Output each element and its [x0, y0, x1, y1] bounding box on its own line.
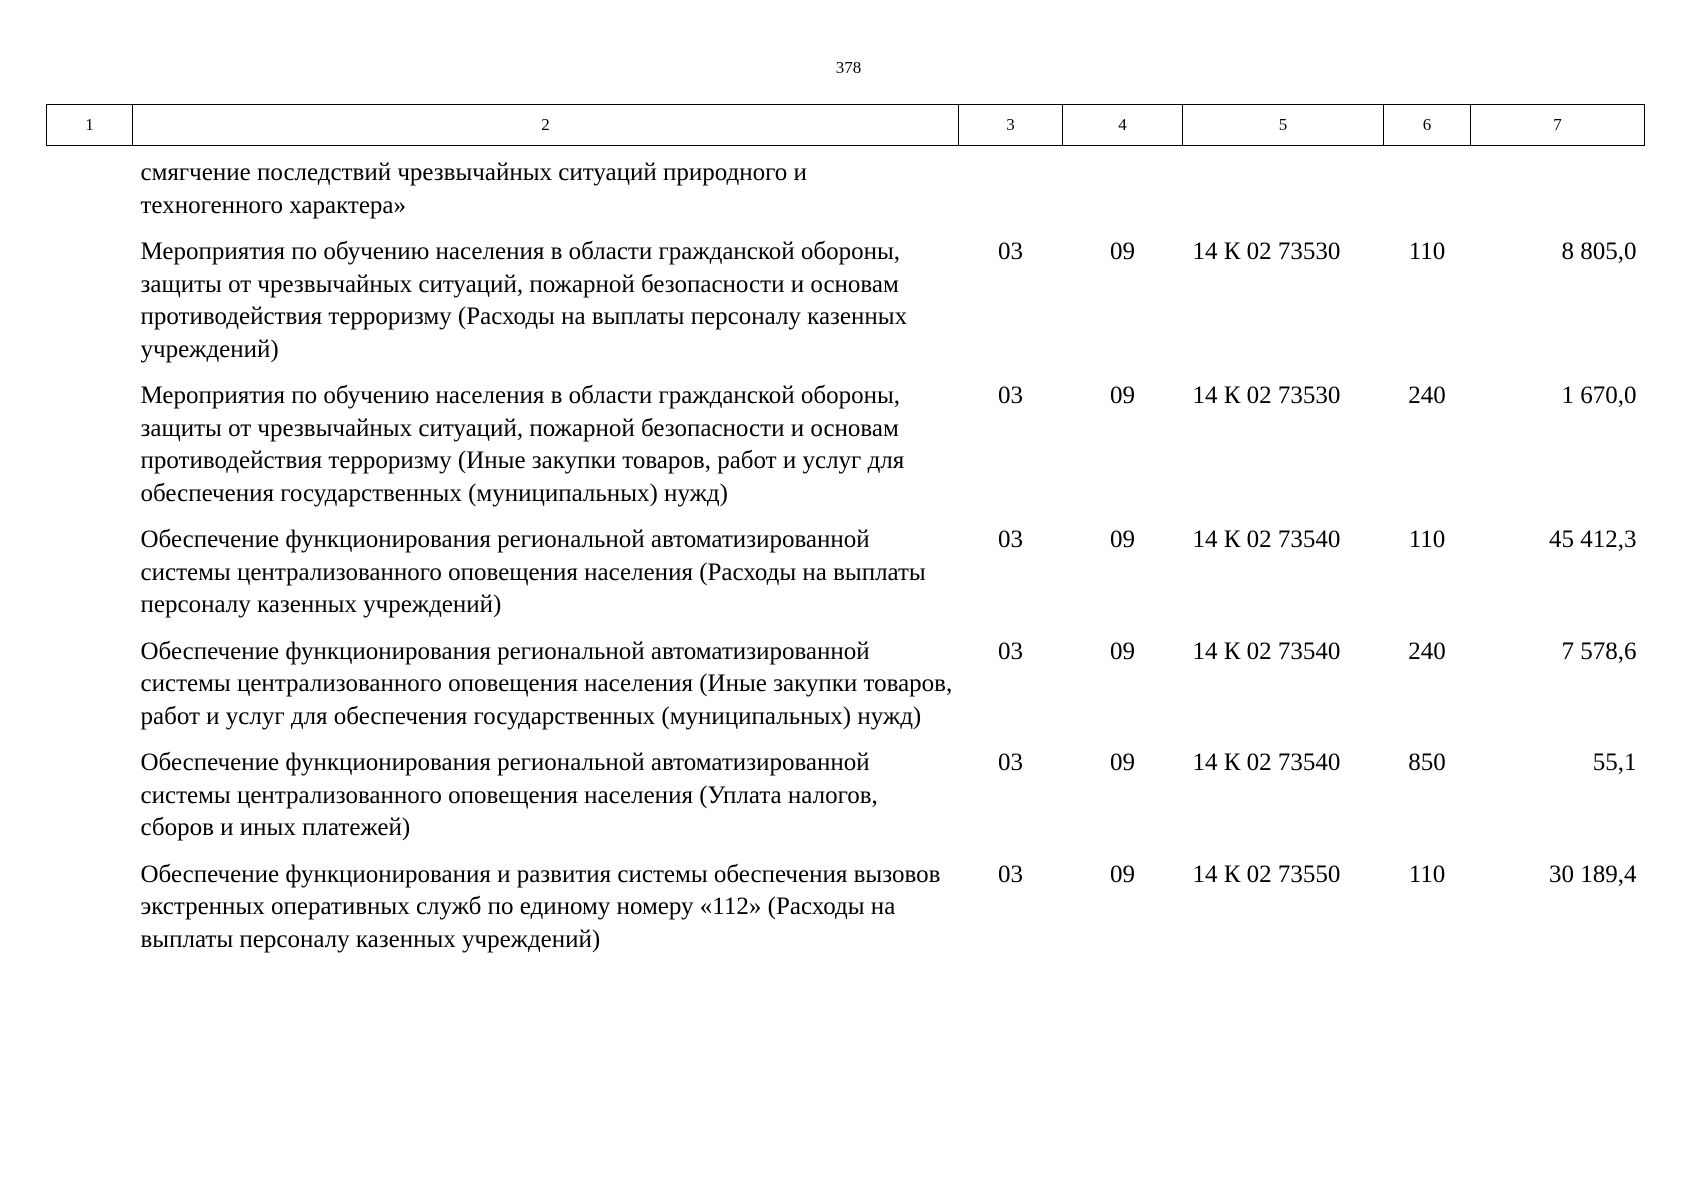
row-name: Обеспечение функционирования и развития системы обеспечения вызовов экстренных оперативных служб по единому номеру «112» (Расходы на выплаты персоналу казенных учреждений) [140, 860, 941, 953]
row-name: Обеспечение функционирования региональной автоматизированной системы централизованного оповещения населения (Уплата налогов, сборов и иных платежей) [140, 749, 878, 841]
row-subsection: 09 [1110, 860, 1135, 888]
row-section: 03 [998, 749, 1023, 776]
row-section: 03 [998, 637, 1023, 665]
row-section: 03 [998, 860, 1023, 888]
row-subsection: 09 [1110, 637, 1135, 665]
table-row [47, 622, 1645, 734]
row-amount: 45 412,3 [1549, 526, 1637, 553]
row-name: смягчение последствий чрезвычайных ситуаций природного и техногенного характера» [140, 159, 807, 219]
row-target: 14 К 02 73540 [1192, 526, 1341, 553]
row-name: Обеспечение функционирования региональной автоматизированной системы централизованного оповещения населения (Расходы на выплаты персоналу казенных учреждений) [140, 526, 926, 618]
row-amount: 1 670,0 [1561, 382, 1637, 409]
row-target: 14 К 02 73540 [1192, 749, 1341, 776]
row-target: 14 К 02 73530 [1192, 382, 1341, 409]
header-row [47, 105, 1645, 146]
row-type: 240 [1408, 382, 1446, 409]
header-col-3: 3 [959, 105, 1063, 146]
header-col-1: 1 [47, 105, 133, 146]
row-type: 240 [1408, 637, 1446, 665]
row-amount [1471, 146, 1645, 223]
row-amount: 8 805,0 [1561, 238, 1637, 265]
row-target: 14 К 02 73550 [1192, 860, 1341, 888]
row-name: Мероприятия по обучению населения в области гражданской обороны, защиты от чрезвычайных ситуаций, пожарной безопасности и основам противодействия терроризму (Расходы на выплаты персоналу казенных учреждений) [140, 238, 908, 363]
row-subsection: 09 [1110, 238, 1135, 265]
row-section: 03 [998, 526, 1023, 553]
row-target [1183, 146, 1384, 223]
row-amount: 7 578,6 [1561, 637, 1637, 665]
row-subsection: 09 [1110, 382, 1135, 409]
header-col-5: 5 [1183, 105, 1384, 146]
header-col-7: 7 [1471, 105, 1645, 146]
row-type: 110 [1408, 526, 1446, 553]
row-subsection [1063, 146, 1183, 223]
table-header [47, 105, 1645, 146]
row-amount: 55,1 [1592, 749, 1637, 776]
header-col-2: 2 [133, 105, 959, 146]
row-type: 110 [1408, 238, 1446, 265]
table-row [47, 366, 1645, 510]
budget-table [46, 104, 1645, 956]
row-name: Обеспечение функционирования региональной автоматизированной системы централизованного оповещения населения (Иные закупки товаров, работ и услуг для обеспечения государственных (муниципальных) нужд) [140, 637, 953, 730]
table-row [47, 510, 1645, 622]
table-row [47, 845, 1645, 957]
row-amount: 30 189,4 [1549, 860, 1637, 888]
row-section: 03 [998, 238, 1023, 265]
header-col-6: 6 [1384, 105, 1471, 146]
row-type: 850 [1408, 749, 1446, 776]
table-row [47, 733, 1645, 845]
table-row [47, 146, 1645, 223]
row-type: 110 [1408, 860, 1446, 888]
row-section: 03 [998, 382, 1023, 409]
header-col-4: 4 [1063, 105, 1183, 146]
row-subsection: 09 [1110, 749, 1135, 776]
row-target: 14 К 02 73530 [1192, 238, 1341, 265]
row-target: 14 К 02 73540 [1192, 637, 1341, 665]
row-subsection: 09 [1110, 526, 1135, 553]
table-row [47, 222, 1645, 366]
row-type [1384, 146, 1471, 223]
row-name: Мероприятия по обучению населения в области гражданской обороны, защиты от чрезвычайных ситуаций, пожарной безопасности и основам противодействия терроризму (Иные закупки товаров, работ и услуг для обеспечения государственных (муниципальных) нужд) [140, 382, 905, 507]
page-number: 378 [835, 58, 862, 77]
row-section [959, 146, 1063, 223]
table-body [47, 146, 1645, 957]
